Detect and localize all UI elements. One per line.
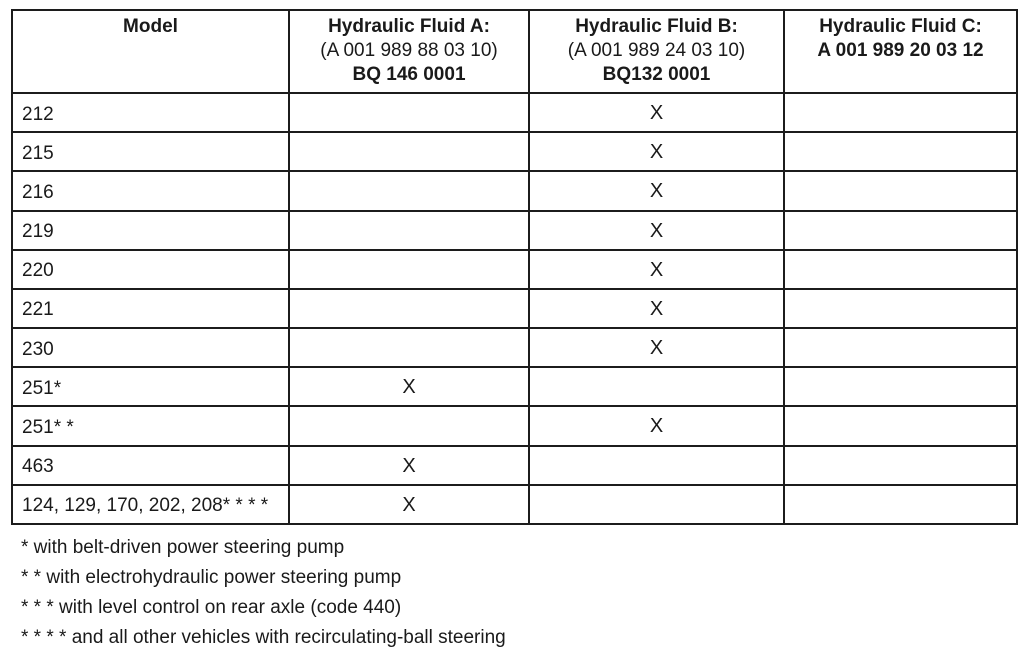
footnotes — [21, 533, 506, 653]
model-cell: 215 — [12, 132, 289, 171]
model-cell: 212 — [12, 93, 289, 132]
footnote-electrohydraulic: * * with electrohydraulic power steering pump — [21, 567, 402, 588]
col-header-model-label: Model — [123, 16, 178, 37]
model-cell: 251* — [12, 367, 289, 406]
fluid-c-mark — [784, 367, 1017, 406]
fluid-a-title: Hydraulic Fluid A: — [328, 16, 490, 37]
table-row — [12, 289, 1017, 328]
fluid-a-part-number: (A 001 989 88 03 10) — [320, 40, 498, 61]
fluid-b-mark: X — [529, 132, 784, 171]
fluid-c-mark — [784, 406, 1017, 445]
fluid-c-mark — [784, 446, 1017, 485]
footnote-belt-driven: * with belt-driven power steering pump — [21, 537, 345, 558]
col-header-model — [12, 10, 289, 93]
col-header-fluid-a — [289, 10, 529, 93]
fluid-a-mark — [289, 132, 529, 171]
fluid-b-mark: X — [529, 93, 784, 132]
table-row — [12, 211, 1017, 250]
fluid-a-mark: X — [289, 446, 529, 485]
fluid-b-title: Hydraulic Fluid B: — [575, 16, 738, 37]
fluid-b-mark — [529, 485, 784, 524]
fluid-b-mark: X — [529, 328, 784, 367]
table-row — [12, 485, 1017, 524]
fluid-a-mark: X — [289, 367, 529, 406]
model-cell: 219 — [12, 211, 289, 250]
fluid-b-mark: X — [529, 171, 784, 210]
table-row — [12, 406, 1017, 445]
fluid-c-mark — [784, 132, 1017, 171]
fluid-b-part-number: (A 001 989 24 03 10) — [567, 40, 746, 61]
fluid-c-mark — [784, 211, 1017, 250]
fluid-c-mark — [784, 93, 1017, 132]
footnote-recirculating-ball: * * * * and all other vehicles with recirculating-ball steering — [21, 627, 506, 648]
fluid-c-mark — [784, 250, 1017, 289]
model-cell: 221 — [12, 289, 289, 328]
fluid-c-title: Hydraulic Fluid C: — [819, 16, 982, 37]
table-row — [12, 93, 1017, 132]
model-cell: 124, 129, 170, 202, 208* * * * — [12, 485, 289, 524]
fluid-c-mark — [784, 485, 1017, 524]
fluid-b-mark: X — [529, 211, 784, 250]
table-row — [12, 171, 1017, 210]
table-row — [12, 446, 1017, 485]
fluid-a-mark — [289, 211, 529, 250]
table-header-row — [12, 10, 1017, 93]
fluid-b-mark — [529, 367, 784, 406]
fluid-c-mark — [784, 171, 1017, 210]
fluid-b-mark: X — [529, 250, 784, 289]
fluid-b-mark: X — [529, 406, 784, 445]
fluid-a-mark — [289, 93, 529, 132]
fluid-b-bq-code: BQ132 0001 — [602, 64, 711, 85]
model-cell: 251* * — [12, 406, 289, 445]
fluid-a-mark: X — [289, 485, 529, 524]
fluid-b-mark: X — [529, 289, 784, 328]
fluid-a-mark — [289, 250, 529, 289]
table-row — [12, 328, 1017, 367]
fluid-c-mark — [784, 328, 1017, 367]
hydraulic-fluid-table — [11, 9, 1018, 525]
model-cell: 230 — [12, 328, 289, 367]
footnote-level-control: * * * with level control on rear axle (code 440) — [21, 597, 402, 618]
col-header-fluid-b — [529, 10, 784, 93]
model-cell: 463 — [12, 446, 289, 485]
table-row — [12, 132, 1017, 171]
fluid-c-mark — [784, 289, 1017, 328]
fluid-a-mark — [289, 171, 529, 210]
model-cell: 220 — [12, 250, 289, 289]
model-cell: 216 — [12, 171, 289, 210]
fluid-a-mark — [289, 406, 529, 445]
fluid-a-mark — [289, 328, 529, 367]
table-row — [12, 250, 1017, 289]
fluid-c-part-number: A 001 989 20 03 12 — [817, 40, 984, 61]
fluid-a-mark — [289, 289, 529, 328]
col-header-fluid-c — [784, 10, 1017, 93]
fluid-b-mark — [529, 446, 784, 485]
fluid-a-bq-code: BQ 146 0001 — [352, 64, 466, 85]
table-row — [12, 367, 1017, 406]
